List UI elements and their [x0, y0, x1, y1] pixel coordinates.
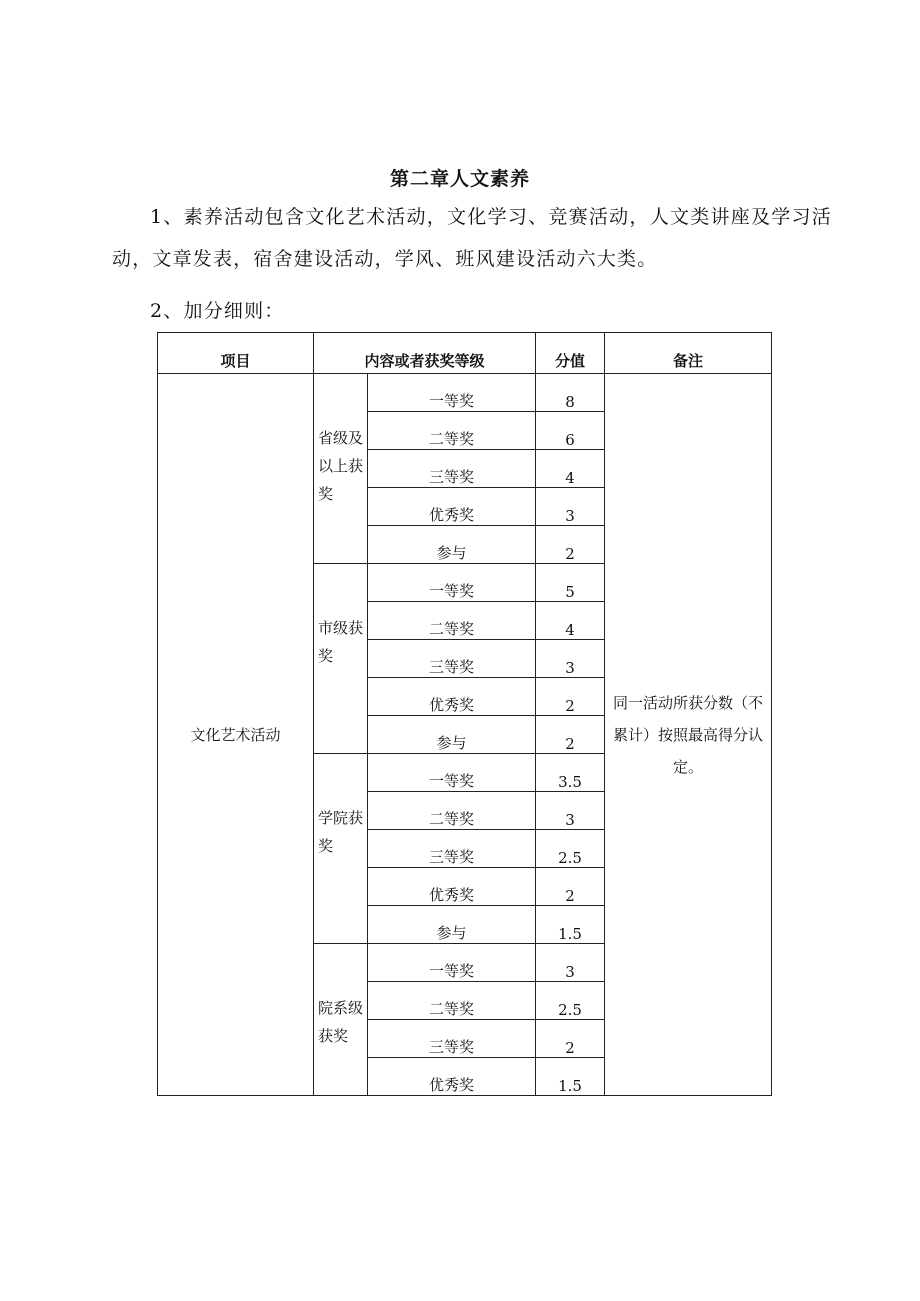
- award-cell: 一等奖: [368, 944, 536, 982]
- level-cell: 省级及以上获奖: [314, 374, 368, 564]
- score-cell: 3: [536, 640, 605, 678]
- award-cell: 优秀奖: [368, 1058, 536, 1096]
- intro-paragraph: 1、素养活动包含文化艺术活动，文化学习、竞赛活动，人文类讲座及学习活动，文章发表，宿舍建设活动，学风、班风建设活动六大类。: [112, 206, 832, 270]
- award-cell: 三等奖: [368, 450, 536, 488]
- award-cell: 三等奖: [368, 1020, 536, 1058]
- award-cell: 优秀奖: [368, 488, 536, 526]
- level-cell: 市级获奖: [314, 564, 368, 754]
- table-header-row: [158, 333, 772, 374]
- table-body: [158, 374, 772, 1096]
- award-cell: 一等奖: [368, 374, 536, 412]
- score-cell: 3: [536, 944, 605, 982]
- item-name-cell: 文化艺术活动: [158, 374, 314, 1096]
- header-item: 项目: [158, 333, 314, 374]
- level-cell: 学院获奖: [314, 754, 368, 944]
- award-cell: 二等奖: [368, 792, 536, 830]
- award-cell: 参与: [368, 526, 536, 564]
- header-note: 备注: [605, 333, 772, 374]
- score-cell: 2: [536, 1020, 605, 1058]
- score-cell: 2: [536, 526, 605, 564]
- score-cell: 5: [536, 564, 605, 602]
- score-cell: 2.5: [536, 830, 605, 868]
- award-cell: 一等奖: [368, 754, 536, 792]
- score-cell: 2.5: [536, 982, 605, 1020]
- score-cell: 4: [536, 602, 605, 640]
- award-cell: 二等奖: [368, 412, 536, 450]
- award-cell: 一等奖: [368, 564, 536, 602]
- score-cell: 2: [536, 868, 605, 906]
- score-cell: 6: [536, 412, 605, 450]
- score-cell: 3: [536, 488, 605, 526]
- table-row: [158, 374, 772, 412]
- award-cell: 优秀奖: [368, 868, 536, 906]
- award-cell: 参与: [368, 716, 536, 754]
- score-cell: 3.5: [536, 754, 605, 792]
- award-cell: 二等奖: [368, 982, 536, 1020]
- rules-heading: 2、加分细则：: [150, 300, 285, 322]
- note-cell: 同一活动所获分数（不累计）按照最高得分认定。: [605, 374, 772, 1096]
- score-cell: 4: [536, 450, 605, 488]
- header-score: 分值: [536, 333, 605, 374]
- score-cell: 1.5: [536, 906, 605, 944]
- score-cell: 8: [536, 374, 605, 412]
- award-cell: 参与: [368, 906, 536, 944]
- award-cell: 三等奖: [368, 830, 536, 868]
- chapter-title: 第二章人文素养: [389, 168, 530, 190]
- score-cell: 2: [536, 716, 605, 754]
- header-content: 内容或者获奖等级: [314, 333, 536, 374]
- score-table: [157, 332, 772, 1096]
- score-cell: 2: [536, 678, 605, 716]
- score-cell: 1.5: [536, 1058, 605, 1096]
- award-cell: 三等奖: [368, 640, 536, 678]
- level-cell: 院系级获奖: [314, 944, 368, 1096]
- score-cell: 3: [536, 792, 605, 830]
- award-cell: 二等奖: [368, 602, 536, 640]
- award-cell: 优秀奖: [368, 678, 536, 716]
